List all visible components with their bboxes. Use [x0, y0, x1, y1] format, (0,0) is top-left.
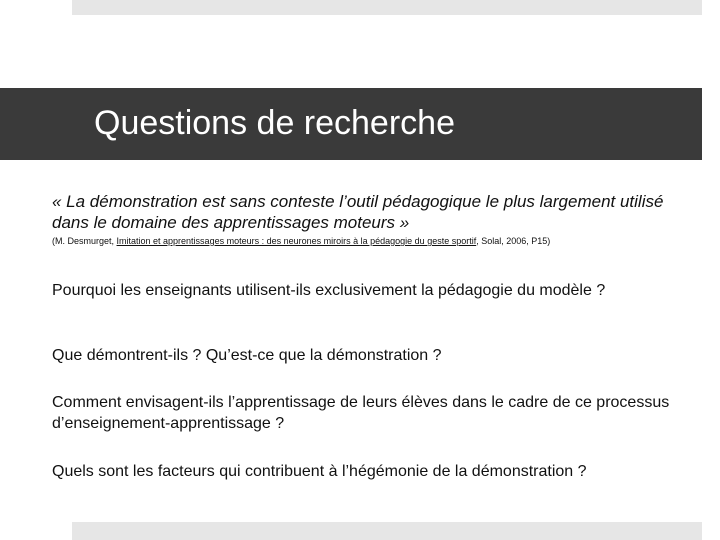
research-question-2: Que démontrent-ils ? Qu’est-ce que la démonstration ? [52, 347, 442, 364]
slide-title: Questions de recherche [94, 104, 455, 142]
bottom-decorative-band [72, 522, 702, 540]
citation [52, 236, 692, 247]
research-question-1: Pourquoi les enseignants utilisent-ils exclusivement la pédagogie du modèle ? [52, 282, 606, 299]
top-decorative-band [72, 0, 702, 15]
citation-prefix: (M. Desmurget, [52, 236, 117, 246]
quote-text: « La démonstration est sans conteste l’outil pédagogique le plus largement utilisé dans le domaine des apprentissages moteurs » [52, 192, 664, 232]
citation-work-link[interactable]: Imitation et apprentissages moteurs : des neurones miroirs à la pédagogie du geste sportif [116, 236, 477, 246]
citation-suffix: , Solal, 2006, P15) [476, 236, 551, 246]
research-question-4: Quels sont les facteurs qui contribuent à l’hégémonie de la démonstration ? [52, 463, 587, 480]
research-question-3: Comment envisagent-ils l’apprentissage de leurs élèves dans le cadre de ce processus d’enseignement-apprentissage ? [52, 394, 670, 432]
